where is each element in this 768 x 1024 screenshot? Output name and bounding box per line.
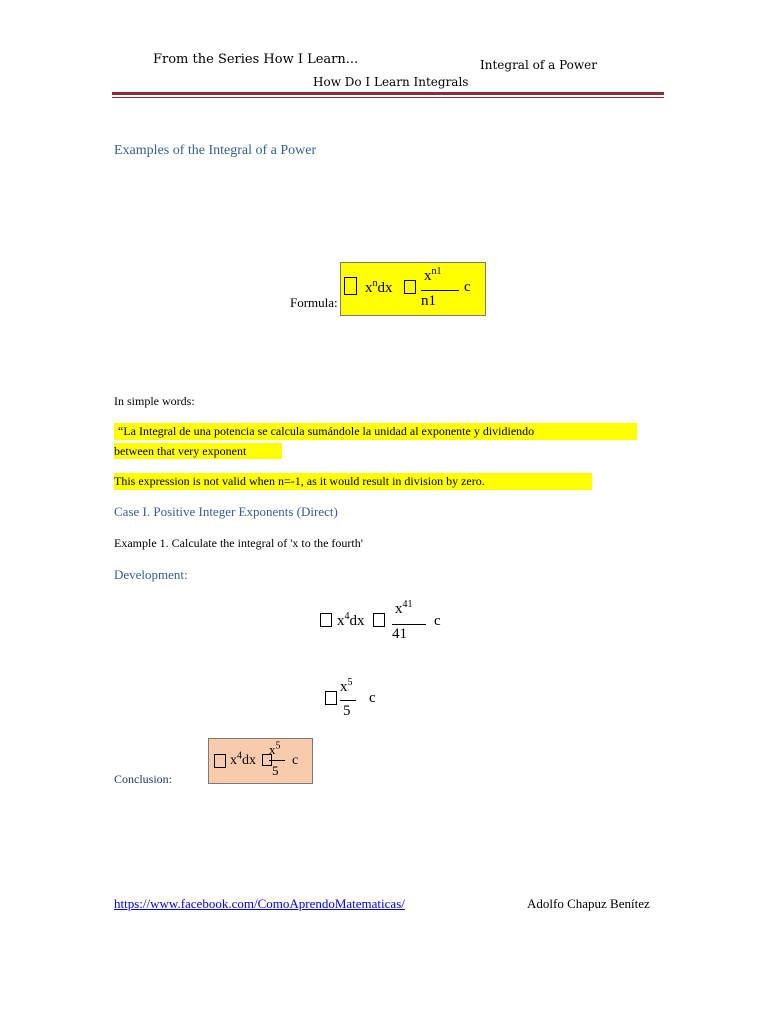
header-series-title: From the Series How I Learn... <box>153 52 359 67</box>
step1-constant: c <box>434 613 441 629</box>
section-title: Examples of the Integral of a Power <box>114 143 317 158</box>
highlight-line-1: “La Integral de una potencia se calcula sumándole la unidad al exponente y dividiendo <box>114 423 637 440</box>
conclusion-lhs: $x^4dx$ <box>230 750 256 768</box>
highlight-line-3: This expression is not valid when n=-1, as it would result in division by zero. <box>114 473 592 490</box>
step1-lhs: $x^4dx$ <box>337 611 365 629</box>
header-rule-thick <box>112 92 664 95</box>
header-rule-thin <box>112 97 664 98</box>
development-label: Development: <box>114 567 188 582</box>
step2-constant: c <box>369 690 376 706</box>
step1-denominator: 41 <box>392 626 407 642</box>
header-topic: Integral of a Power <box>480 58 597 72</box>
integral-sign-icon <box>320 613 332 630</box>
conclusion-fraction-bar <box>269 760 285 761</box>
formula-lhs: $x^ndx$ <box>365 278 393 296</box>
integral-sign-icon <box>344 276 357 299</box>
facebook-link[interactable]: https://www.facebook.com/ComoAprendoMatematicas/ <box>114 896 405 911</box>
equals-glyph-icon <box>404 280 416 297</box>
simple-words-label: In simple words: <box>114 394 195 408</box>
conclusion-label: Conclusion: <box>114 772 173 786</box>
highlight-line-2: between that very exponent <box>114 443 282 459</box>
integral-sign-icon <box>214 754 226 771</box>
case-title: Case I. Positive Integer Exponents (Direct) <box>114 504 338 519</box>
conclusion-denominator: 5 <box>272 763 279 778</box>
formula-box <box>340 262 486 316</box>
step1-fraction-bar <box>392 624 426 625</box>
formula-numerator: $x^{n1}$ <box>424 266 442 284</box>
step2-fraction-bar <box>340 700 356 701</box>
equals-glyph-icon <box>325 691 337 708</box>
author-name: Adolfo Chapuz Benítez <box>527 896 650 911</box>
formula-denominator: n1 <box>421 293 436 309</box>
step1-equation <box>320 600 460 650</box>
conclusion-box <box>208 738 313 784</box>
step1-numerator: $x^{41}$ <box>395 599 413 617</box>
formula-label: Formula: <box>290 295 338 310</box>
conclusion-constant: c <box>292 753 299 768</box>
formula-constant: c <box>464 279 471 295</box>
conclusion-numerator: $x^5$ <box>269 740 281 757</box>
step2-denominator: 5 <box>343 703 351 719</box>
example-text: Example 1. Calculate the integral of 'x to the fourth' <box>114 536 363 550</box>
header-subtitle: How Do I Learn Integrals <box>313 75 469 89</box>
formula-fraction-bar <box>421 290 459 291</box>
step2-equation <box>325 677 405 722</box>
step2-numerator: $x^5$ <box>340 677 353 695</box>
equals-glyph-icon <box>373 613 385 630</box>
